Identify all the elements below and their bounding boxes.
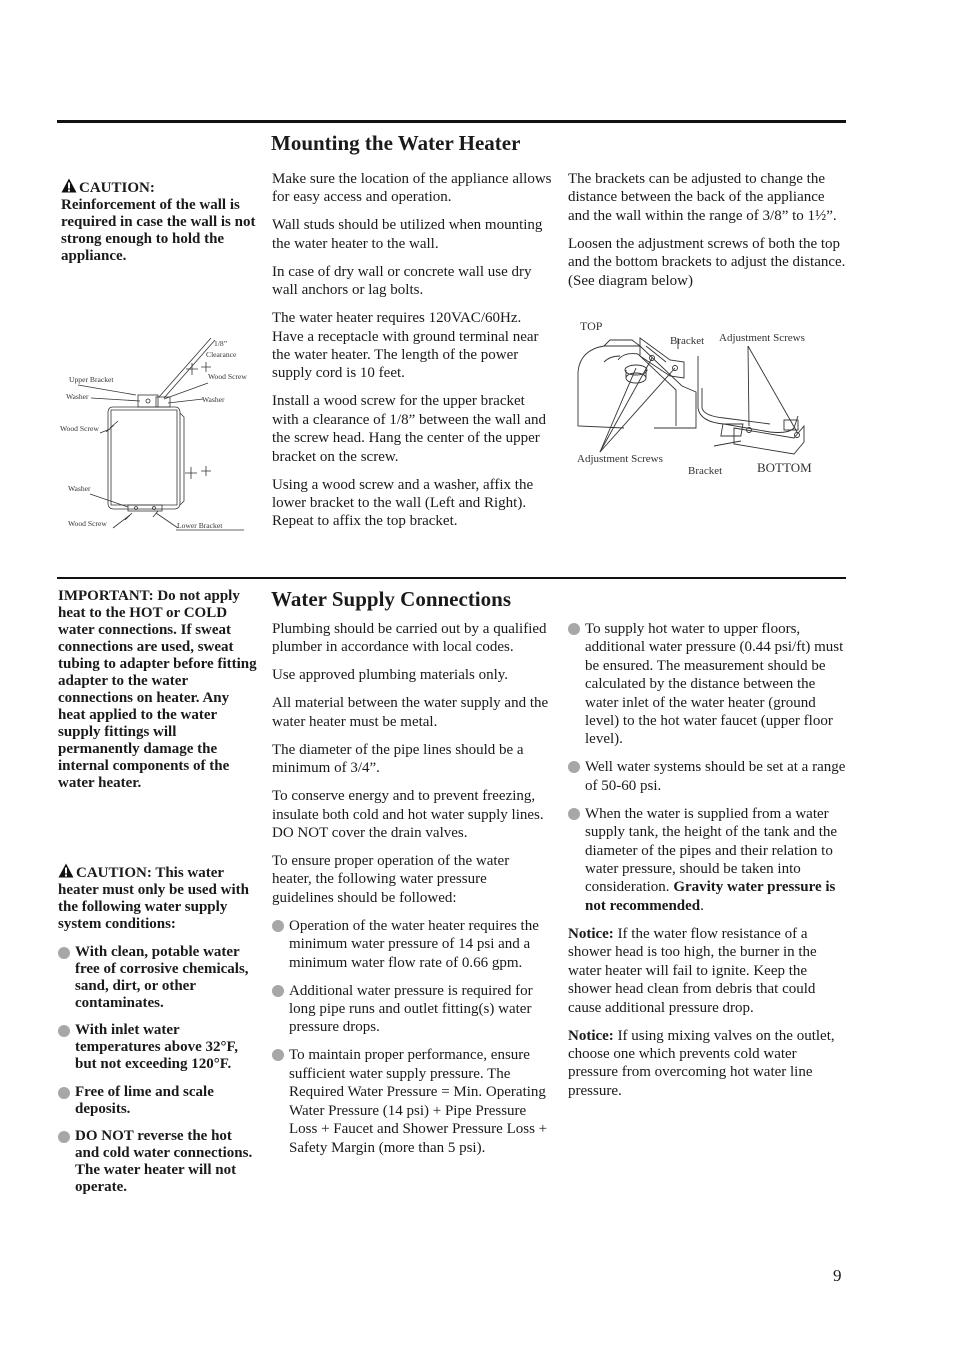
bullet-dot-icon bbox=[568, 623, 580, 635]
list-item-text: When the water is supplied from a water supply tank, the height of the tank and the diameter of the pipes and their relation to water pressure, should be taken into consideration. bbox=[585, 805, 838, 896]
paragraph: Install a wood screw for the upper bracket with a clearance of 1/8” between the wall and the screw head. Hang the center of the upper bracket on the screw. bbox=[272, 393, 547, 465]
gravity-warning: Gravity water pressure is not recommended bbox=[585, 879, 836, 914]
condition-text: With inlet water temperatures above 32°F, but not exceeding 120°F. bbox=[75, 1022, 239, 1072]
paragraph: Make sure the location of the appliance allows for easy access and operation. bbox=[272, 171, 552, 206]
condition-item bbox=[58, 1084, 258, 1118]
list-item bbox=[272, 917, 552, 972]
paragraph: In case of dry wall or concrete wall use dry wall anchors or lag bolts. bbox=[272, 263, 532, 299]
caution-label: CAUTION: bbox=[79, 180, 155, 196]
notice-text: If the water flow resistance of a shower head is too high, the burner in the water heater will fail to ignite. Keep the shower head clean from debris that could cause additional pressure drop. bbox=[568, 925, 817, 1016]
condition-item bbox=[58, 1128, 258, 1196]
paragraph: Using a wood screw and a washer, affix the lower bracket to the wall (Left and Right). Repeat to affix the top bracket. bbox=[272, 476, 534, 530]
list-item-text: To supply hot water to upper floors, additional water pressure (0.44 psi/ft) must be ensured. The measurement should be calculated by the distance between the water inlet of the water heater (ground level) to the hot water faucet (upper floor level). bbox=[585, 621, 844, 748]
list-item bbox=[568, 620, 848, 749]
upper-bracket-label: Upper Bracket bbox=[69, 375, 114, 384]
bracket-low-label: Bracket bbox=[688, 465, 723, 477]
water-supply-title: Water Supply Connections bbox=[271, 587, 511, 611]
installation-diagram bbox=[58, 335, 258, 535]
clearance-label: Clearance bbox=[206, 350, 237, 359]
important-note bbox=[58, 588, 258, 792]
water-column-2 bbox=[568, 620, 848, 1110]
condition-text-a: DO NOT reverse the hot and cold water connections. bbox=[75, 1128, 253, 1161]
list-item-text: Additional water pressure is required for long pipe runs and outlet fitting(s) water pressure drops. bbox=[289, 982, 533, 1036]
notice-label: Notice: bbox=[568, 925, 614, 942]
bottom-label: BOTTOM bbox=[757, 460, 812, 475]
list-item-text: Operation of the water heater requires the minimum water pressure of 14 psi and a minimum water flow rate of 0.66 gpm. bbox=[289, 917, 539, 971]
notice-label: Notice: bbox=[568, 1027, 614, 1044]
list-item bbox=[568, 758, 848, 795]
washer-left-label: Washer bbox=[66, 392, 89, 401]
wood-screw-mid-label: Wood Screw bbox=[60, 424, 99, 433]
mounting-caution bbox=[61, 178, 257, 265]
paragraph: The brackets can be adjusted to change the distance between the back of the appliance and the wall within the range of 3/8” to 1½”. bbox=[568, 171, 837, 224]
paragraph: The diameter of the pipe lines should be a minimum of 3/4”. bbox=[272, 741, 524, 777]
paragraph: Plumbing should be carried out by a qualified plumber in accordance with local codes. bbox=[272, 621, 547, 656]
paragraph: To ensure proper operation of the water heater, the following water pressure guidelines should be followed: bbox=[272, 853, 510, 906]
wood-screw-low-label: Wood Screw bbox=[68, 519, 107, 528]
bullet-dot-icon bbox=[58, 947, 70, 959]
list-item bbox=[568, 805, 848, 915]
notice-2 bbox=[568, 1027, 848, 1101]
adjustment-screws-low-label: Adjustment Screws bbox=[577, 453, 663, 465]
bullet-dot-icon bbox=[58, 1025, 70, 1037]
mounting-column-2 bbox=[568, 170, 848, 300]
bracket-adjustment-diagram bbox=[574, 316, 846, 484]
caution-text: Reinforcement of the wall is required in case the wall is not strong enough to hold the appliance. bbox=[61, 197, 256, 264]
paragraph: To conserve energy and to prevent freezing, insulate both cold and hot water supply lines. DO NOT cover the drain valves. bbox=[272, 788, 544, 842]
bullet-dot-icon bbox=[58, 1131, 70, 1143]
bracket-top-label: Bracket bbox=[670, 335, 705, 347]
condition-item bbox=[58, 944, 258, 1012]
notice-1 bbox=[568, 925, 848, 1017]
list-item bbox=[272, 1046, 552, 1156]
mounting-column-1 bbox=[272, 170, 552, 540]
list-item-text: Well water systems should be set at a range of 50-60 psi. bbox=[585, 759, 846, 794]
top-rule bbox=[57, 120, 846, 123]
notice-text: If using mixing valves on the outlet, choose one which prevents cold water pressure from overcoming hot water line pressure. bbox=[568, 1027, 835, 1099]
washer-low-label: Washer bbox=[68, 484, 91, 493]
condition-item bbox=[58, 1022, 258, 1073]
adjustment-screws-top-label: Adjustment Screws bbox=[719, 332, 805, 344]
washer-right-label: Washer bbox=[202, 395, 225, 404]
mounting-title: Mounting the Water Heater bbox=[271, 131, 521, 155]
period: . bbox=[700, 897, 704, 914]
page-number: 9 bbox=[833, 1266, 842, 1285]
top-label: TOP bbox=[580, 319, 603, 333]
condition-text-b: The water heater will not operate. bbox=[75, 1162, 237, 1195]
important-text: IMPORTANT: Do not apply heat to the HOT or COLD water connections. If sweat connections are used, sweat tubing to adapter before fitting adapter to the water connections on heater. Any heat applied to the water supply fittings will permanently damage the internal components of the water heater. bbox=[58, 588, 257, 791]
water-caution-text bbox=[58, 863, 258, 933]
paragraph: Wall studs should be utilized when mounting the water heater to the wall. bbox=[272, 217, 543, 252]
bullet-dot-icon bbox=[272, 920, 284, 932]
clearance-value-label: 1/8” bbox=[214, 339, 228, 348]
warning-icon bbox=[61, 178, 77, 193]
paragraph: Use approved plumbing materials only. bbox=[272, 667, 509, 684]
paragraph: The water heater requires 120VAC/60Hz. Have a receptacle with ground terminal near the water heater. The length of the power supply cord is 10 feet. bbox=[272, 310, 539, 382]
wood-screw-top-label: Wood Screw bbox=[208, 372, 247, 381]
middle-rule bbox=[57, 577, 846, 579]
list-item bbox=[272, 982, 552, 1037]
condition-text: Free of lime and scale deposits. bbox=[75, 1083, 214, 1117]
bullet-dot-icon bbox=[58, 1087, 70, 1099]
paragraph: All material between the water supply and the water heater must be metal. bbox=[272, 695, 549, 730]
paragraph: Loosen the adjustment screws of both the top and the bottom brackets to adjust the distance. (See diagram below) bbox=[568, 235, 846, 289]
caution-text: CAUTION: This water heater must only be used with the following water supply system conditions: bbox=[58, 865, 249, 932]
bullet-dot-icon bbox=[568, 808, 580, 820]
bullet-dot-icon bbox=[272, 1049, 284, 1061]
lower-bracket-label: Lower Bracket bbox=[177, 521, 223, 530]
bullet-dot-icon bbox=[272, 985, 284, 997]
bullet-dot-icon bbox=[568, 761, 580, 773]
list-item-text: To maintain proper performance, ensure sufficient water supply pressure. The Required Water Pressure = Min. Operating Water Pressure (14 psi) + Pipe Pressure Loss + Faucet and Shower Pressure Loss + Safety Margin (more than 5 psi). bbox=[289, 1047, 548, 1156]
condition-text: With clean, potable water free of corrosive chemicals, sand, dirt, or other contaminates. bbox=[75, 943, 249, 1011]
water-column-1 bbox=[272, 620, 552, 1167]
water-caution bbox=[58, 863, 258, 1207]
warning-icon bbox=[58, 863, 74, 878]
